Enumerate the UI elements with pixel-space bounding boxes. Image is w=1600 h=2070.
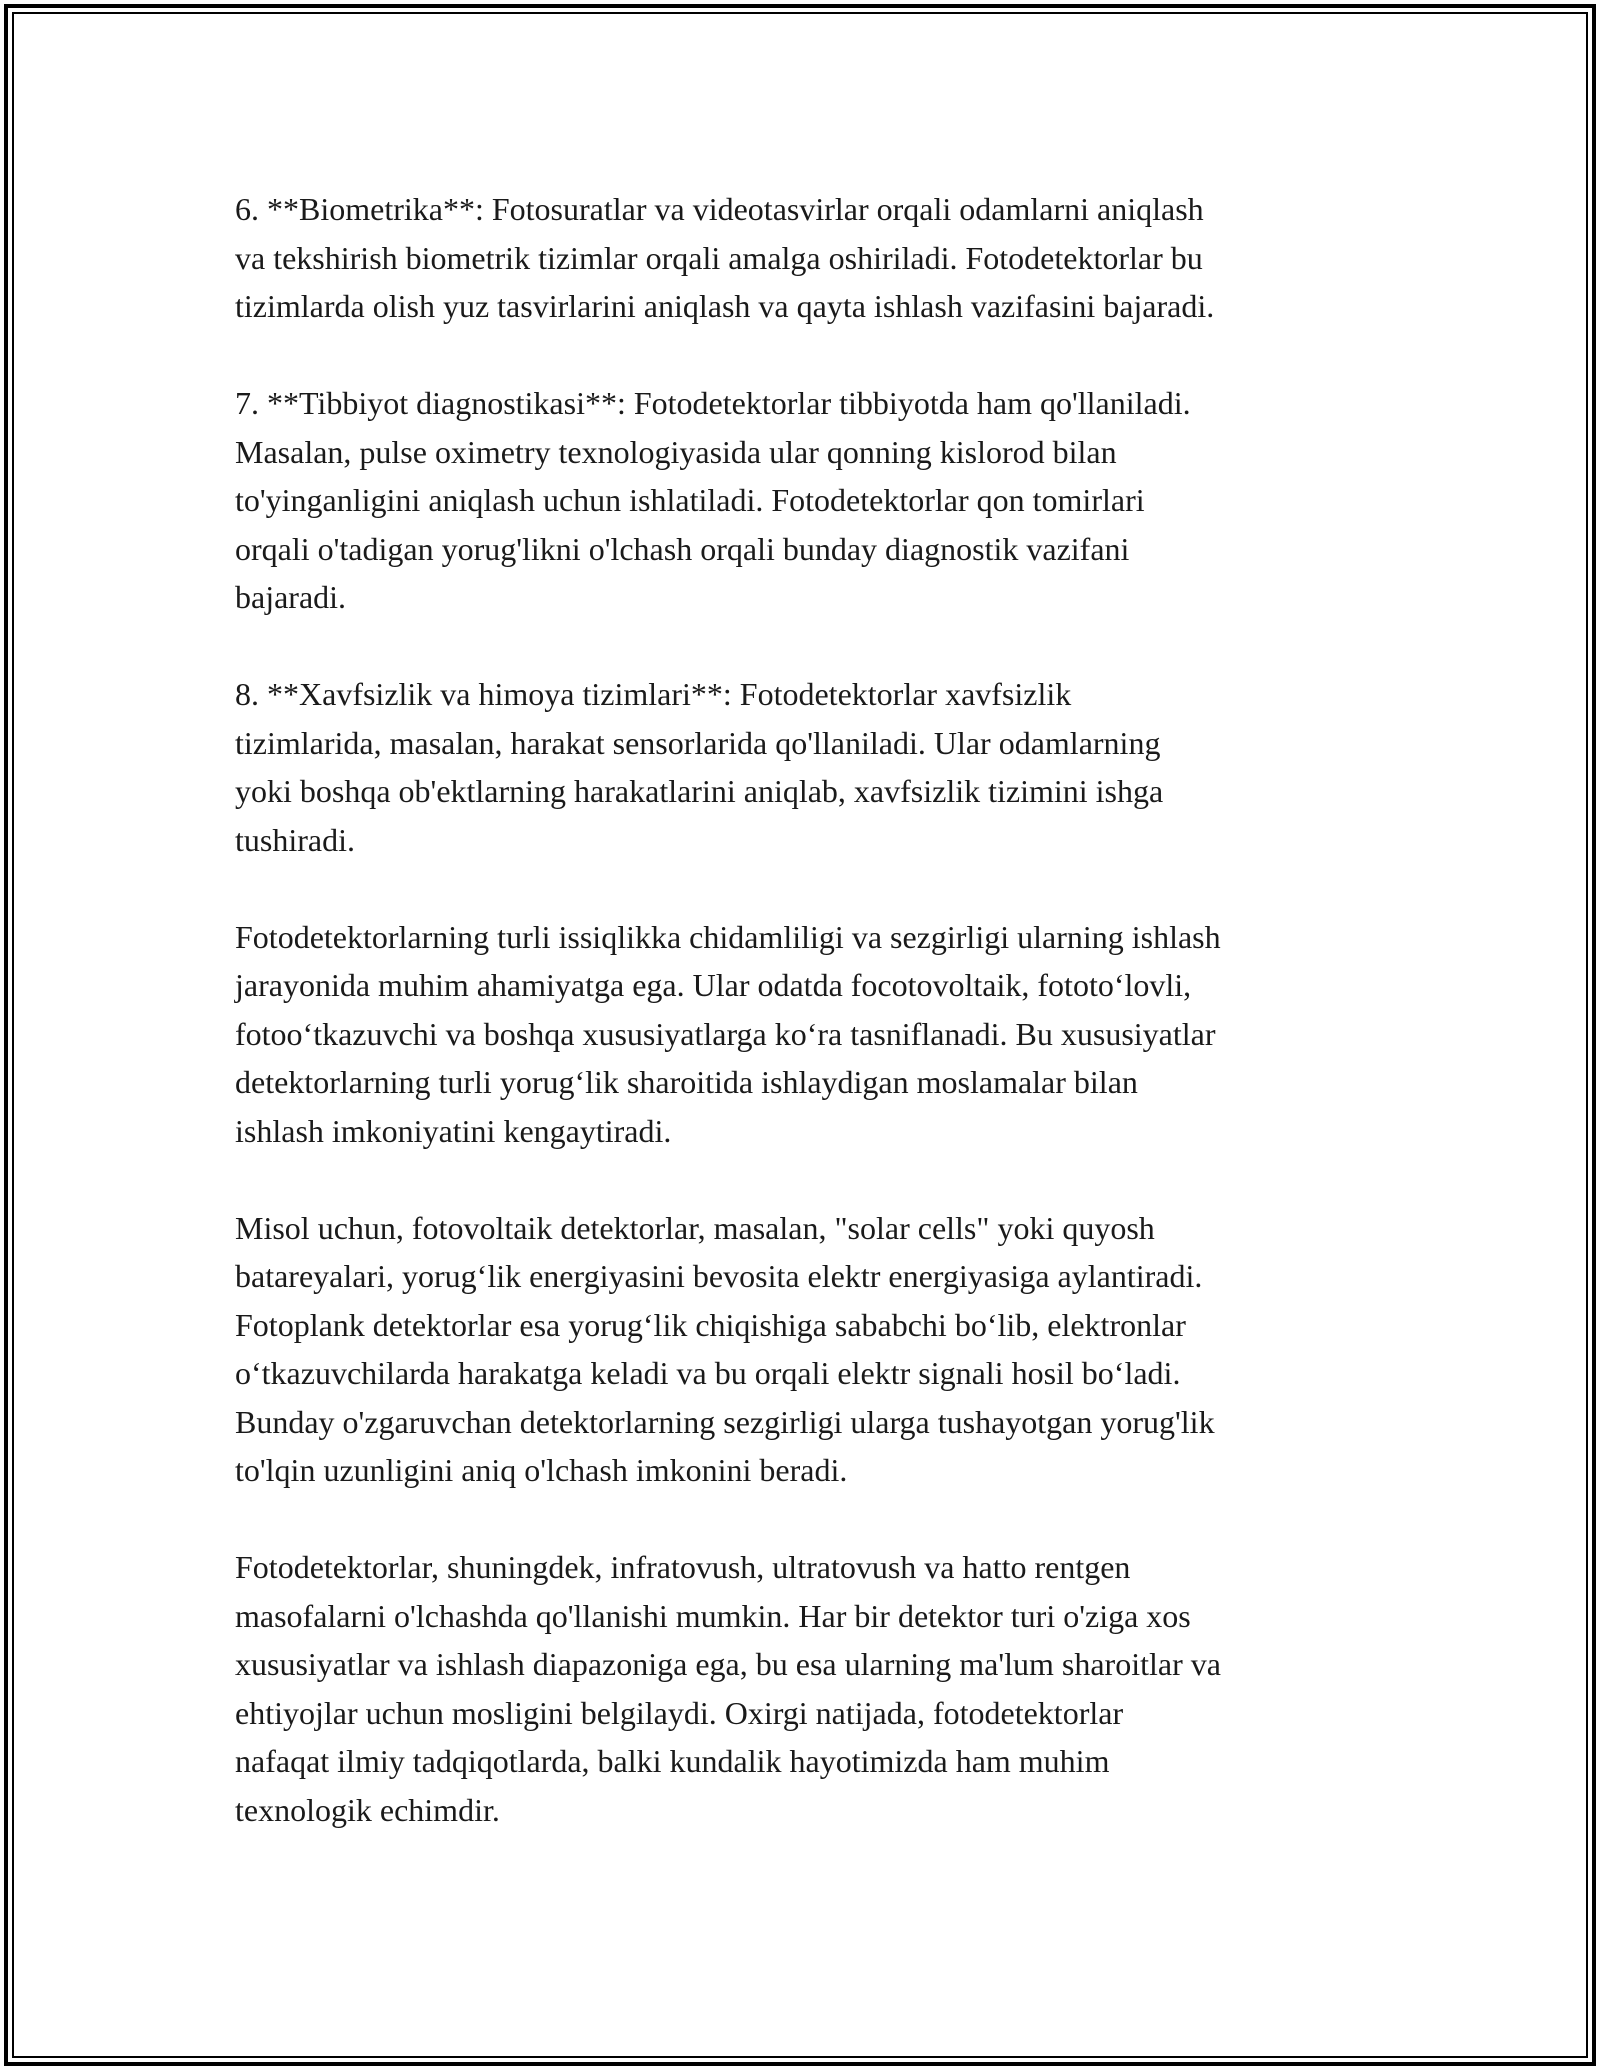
text-line: bajaradi. [235,579,347,615]
paragraph-biometrika [235,185,1375,331]
text-line: texnologik echimdir. [235,1791,500,1828]
text-line: 8. **Xavfsizlik va himoya tizimlari**: Fotodetektorlar xavfsizlik [235,676,1072,712]
text-line: detektorlarning turli yorug‘lik sharoitida ishlaydigan moslamalar bilan [235,1064,1138,1100]
text-line: masofalarni o'lchashda qo'llanishi mumkin. Har bir detektor turi o'ziga xos [235,1597,1191,1634]
text-line: Fotoplank detektorlar esa yorug‘lik chiqishiga sababchi bo‘lib, elektronlar [235,1306,1186,1343]
text-line: jarayonida muhim ahamiyatga ega. Ular odatda focotovoltaik, fototo‘lovli, [235,967,1192,1003]
text-line: ehtiyojlar uchun mosligini belgilaydi. Oxirgi natijada, fotodetektorlar [235,1694,1124,1731]
text-line: xususiyatlar va ishlash diapazoniga ega, bu esa ularning ma'lum sharoitlar va [235,1646,1221,1682]
text-line: nafaqat ilmiy tadqiqotlarda, balki kundalik hayotimizda ham muhim [235,1743,1110,1779]
text-line: to'lqin uzunligini aniq o'lchash imkonini beradi. [235,1452,848,1488]
text-line: Fotodetektorlarning turli issiqlikka chidamliligi va sezgirligi ularning ishlash [235,918,1221,955]
text-line: tizimlarida, masalan, harakat sensorlarida qo'llaniladi. Ular odamlarning [235,724,1161,761]
text-line: Misol uchun, fotovoltaik detektorlar, masalan, "solar cells" yoki quyosh [235,1209,1155,1246]
text-line: Bunday o'zgaruvchan detektorlarning sezgirligi ularga tushayotgan yorug'lik [235,1403,1215,1440]
text-line: 7. **Tibbiyot diagnostikasi**: Fotodetektorlar tibbiyotda ham qo'llaniladi. [235,385,1191,421]
paragraph-xulosa [235,1543,1375,1834]
text-line: tushiradi. [235,821,355,858]
text-line: o‘tkazuvchilarda harakatga keladi va bu orqali elektr signali hosil bo‘ladi. [235,1355,1181,1391]
text-line: fotoo‘tkazuvchi va boshqa xususiyatlarga ko‘ra tasniflanadi. Bu xususiyatlar [235,1015,1216,1052]
paragraph-misol [235,1204,1375,1495]
text-line: orqali o'tadigan yorug'likni o'lchash orqali bunday diagnostik vazifani [235,530,1130,567]
text-line: to'yinganligini aniqlash uchun ishlatiladi. Fotodetektorlar qon tomirlari [235,482,1145,518]
text-line: ishlash imkoniyatini kengaytiradi. [235,1112,672,1149]
text-line: Fotodetektorlar, shuningdek, infratovush, ultratovush va hatto rentgen [235,1549,1131,1585]
text-line: batareyalari, yorug‘lik energiyasini bevosita elektr energiyasiga aylantiradi. [235,1258,1203,1294]
document-body [235,185,1375,1883]
paragraph-tibbiyot-diagnostikasi [235,379,1375,622]
text-line: 6. **Biometrika**: Fotosuratlar va videotasvirlar orqali odamlarni aniqlash [235,191,1204,227]
text-line: tizimlarda olish yuz tasvirlarini aniqlash va qayta ishlash vazifasini bajaradi. [235,288,1215,324]
text-line: va tekshirish biometrik tizimlar orqali amalga oshiriladi. Fotodetektorlar bu [235,239,1203,276]
paragraph-sezgirlik [235,913,1375,1156]
text-line: yoki boshqa ob'ektlarning harakatlarini aniqlab, xavfsizlik tizimini ishga [235,773,1164,809]
text-line: Masalan, pulse oximetry texnologiyasida ular qonning kislorod bilan [235,433,1117,470]
paragraph-xavfsizlik [235,670,1375,864]
